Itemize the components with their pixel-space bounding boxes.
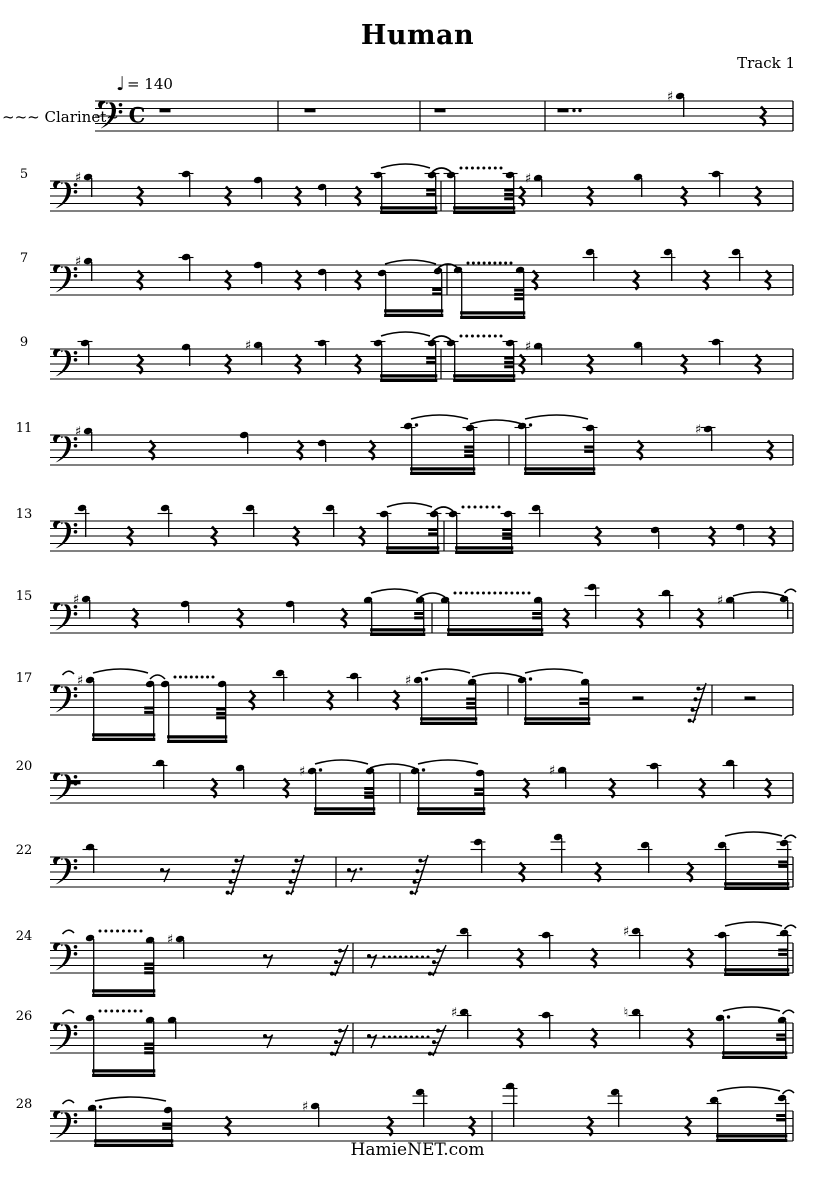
- measure-number: 22: [15, 843, 33, 858]
- measure-number: 26: [15, 1009, 33, 1024]
- quarter-note-icon: ♩: [116, 73, 125, 95]
- svg-text:♯: ♯: [301, 1099, 309, 1115]
- footer-watermark: HamieNET.com: [350, 1140, 485, 1160]
- svg-text:♯: ♯: [524, 339, 532, 355]
- measure-number: 28: [15, 1097, 33, 1112]
- svg-text:♮: ♮: [623, 1005, 629, 1021]
- svg-text:♯: ♯: [450, 1005, 458, 1021]
- instrument-label: ~~~ Clarinet~: [2, 108, 119, 126]
- staff-system-24: [16, 922, 796, 997]
- staff-system-17: [16, 669, 793, 743]
- svg-text:♯: ♯: [74, 170, 82, 186]
- svg-text:♯: ♯: [524, 171, 532, 187]
- staff-system-15: [16, 583, 796, 636]
- measure-number: 11: [15, 421, 33, 436]
- svg-text:♯: ♯: [72, 592, 80, 608]
- track-label: Track 1: [737, 54, 795, 72]
- staff-system-5: [20, 164, 793, 214]
- staff-system-9: [20, 332, 793, 382]
- svg-text:♯: ♯: [166, 932, 174, 948]
- svg-text:♯: ♯: [76, 673, 84, 689]
- measure-number: 17: [15, 671, 33, 686]
- page-title: Human: [360, 20, 475, 51]
- measure-number: 5: [19, 167, 29, 182]
- staff-system-1: [95, 90, 793, 132]
- svg-text:♯: ♯: [404, 673, 412, 689]
- svg-text:♯: ♯: [716, 593, 724, 609]
- measure-number: 20: [15, 759, 33, 774]
- tempo-value: = 140: [126, 75, 173, 93]
- measure-number: 7: [19, 251, 29, 266]
- svg-text:♯: ♯: [694, 422, 702, 438]
- svg-text:♯: ♯: [548, 763, 556, 779]
- staff-system-20: [16, 759, 793, 815]
- staff-system-22: [16, 832, 796, 895]
- measure-number: 9: [19, 335, 29, 350]
- staff-system-26: [16, 1006, 794, 1078]
- staff-system-11: [16, 415, 793, 475]
- svg-text:♯: ♯: [622, 924, 630, 940]
- staff-system-7: [20, 248, 793, 319]
- measure-number: 15: [15, 589, 33, 604]
- svg-text:♯: ♯: [74, 424, 82, 440]
- staff-system-13: [16, 503, 793, 554]
- measure-number: 24: [15, 929, 33, 944]
- svg-text:♯: ♯: [666, 89, 674, 105]
- svg-text:♯: ♯: [298, 764, 306, 780]
- svg-text:♯: ♯: [74, 254, 82, 270]
- staff-system-28: [16, 1082, 794, 1147]
- svg-text:♯: ♯: [244, 338, 252, 354]
- svg-text:C: C: [128, 102, 146, 128]
- measure-number: 13: [15, 507, 33, 522]
